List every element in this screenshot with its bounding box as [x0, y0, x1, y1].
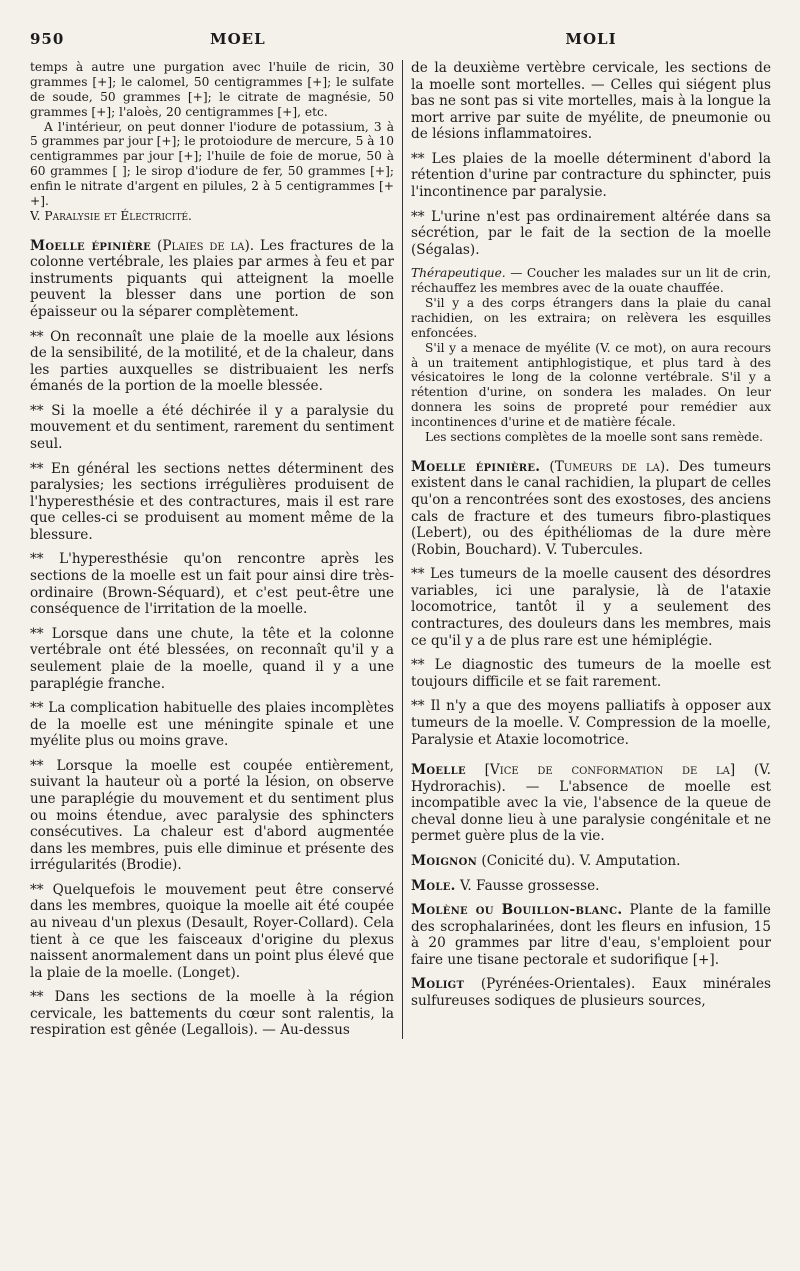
- headword: Molène ou Bouillon-blanc.: [411, 902, 623, 919]
- paragraph: ** Lorsque la moelle est coupée entièrement, suivant la hauteur où a porté la lésion, on observe une paraplégie du mouvement et du sentiment plus ou moins étendue, avec paralysie des sphincters consécutives. La chaleur est d'abord augmentée dans les membres, puis elle diminue et présente des irrégularités (Brodie).: [30, 757, 394, 874]
- entry-mole: [411, 878, 771, 895]
- paragraph: ** Dans les sections de la moelle à la région cervicale, les battements du cœur sont ralentis, la respiration est gênée (Legallois). — Au-dessus: [30, 989, 394, 1039]
- headword: Moelle: [411, 762, 466, 779]
- paragraph: ** Si la moelle a été déchirée il y a paralysie du mouvement et du sentiment, rarement du sentiment seul.: [30, 402, 394, 452]
- entry-text: — Coucher les malades sur un lit de crin, réchauffez les membres avec de la ouate chauffée.: [411, 266, 771, 296]
- paragraph: ** Les plaies de la moelle déterminent d'abord la rétention d'urine par contracture du sphincter, puis l'incontinence par paralysie.: [411, 150, 771, 201]
- therapeutics-paragraph: [411, 266, 771, 296]
- paragraph: S'il y a menace de myélite (V. ce mot), on aura recours à un traitement antiphlogistique, et plus tard à des vésicatoires le long de la colonne vertébrale. S'il y a rétention d'urine, on sondera les malades. On leur donnera les soins de propreté pour remédier aux incontinences d'urine et de matière fécale.: [411, 340, 771, 430]
- paragraph: temps à autre une purgation avec l'huile de ricin, 30 grammes [+]; le calomel, 50 centigrammes [+]; le sulfate de soude, 50 grammes [+]; le citrate de magnésie, 50 grammes [+]; l'aloès, 20 centigrammes [+], etc.: [30, 60, 394, 119]
- headword-qualifier: (Tumeurs de la).: [549, 458, 670, 475]
- headword: Moelle épinière: [30, 237, 152, 254]
- page-number: 950: [30, 30, 65, 48]
- entry-moignon: [411, 853, 771, 870]
- left-guide-word: MOEL: [210, 30, 266, 48]
- paragraph: de la deuxième vertèbre cervicale, les sections de la moelle sont mortelles. — Celles qui siégent plus bas ne sont pas si vite mortelles, mais à la longue la mort arrive par suite de myélite, de pneumonie ou de lésions inflammatoires.: [411, 60, 771, 143]
- entry-text: (Conicité du). V. Amputation.: [477, 853, 681, 869]
- entry-text: Les fractures de la colonne vertébrale, les plaies par armes à feu et par instruments piquants qui atteignent la moelle peuvent la blesser dans une portion de son épaisseur ou la séparer complètement.: [30, 237, 394, 320]
- paragraph: ** L'hyperesthésie qu'on rencontre après les sections de la moelle est un fait pour ainsi dire très-ordinaire (Brown-Séquard), et c'est peut-être une conséquence de l'irritation de la moelle.: [30, 551, 394, 618]
- running-header: [30, 30, 778, 56]
- entry-text: (Pyrénées-Orientales). Eaux minérales sulfureuses sodiques de plusieurs sources,: [411, 976, 771, 1010]
- paragraph: ** L'urine n'est pas ordinairement altérée dans sa sécrétion, par le fait de la section de la moelle (Ségalas).: [411, 208, 771, 258]
- headword-qualifier: (Plaies de la).: [157, 237, 255, 254]
- paragraph: ** Lorsque dans une chute, la tête et la colonne vertébrale ont été blessées, on reconnaît qu'il y a seulement plaie de la moelle, quand il y a une paraplégie franche.: [30, 625, 394, 692]
- headword: Moelle épinière.: [411, 458, 541, 475]
- entry-text: Des tumeurs existent dans le canal rachidien, la plupart de celles qu'on a rencontrées sont des exostoses, des anciens cals de fracture et des tumeurs fibro-plastiques (Lebert), ou des épithéliomas de la dure mère (Robin, Bouchard). V. Tubercules.: [411, 458, 771, 558]
- paragraph: ** Le diagnostic des tumeurs de la moelle est toujours difficile et se fait rarement.: [411, 657, 771, 690]
- cross-reference: V. Paralysie et Électricité.: [30, 208, 192, 223]
- headword: Mole.: [411, 877, 456, 894]
- paragraph: A l'intérieur, on peut donner l'iodure de potassium, 3 à 5 grammes par jour [+]; le protoiodure de mercure, 5 à 10 centigrammes par jour [+]; l'huile de foie de morue, 50 à 60 grammes [ ]; le sirop d'iodure de fer, 50 grammes [+]; enfin le nitrate d'argent en pilules, 2 à 5 centigrammes [+ +].: [30, 119, 394, 208]
- paragraph: S'il y a des corps étrangers dans la plaie du canal rachidien, on les extraira; on relèvera les esquilles enfoncées.: [411, 296, 771, 340]
- entry-text: Plante de la famille des scrophalarinées, dont les fleurs en infusion, 15 à 20 grammes par litre d'eau, s'emploient pour faire une tisane pectorale et sudorifique [+].: [411, 902, 771, 968]
- entry-moelle-tumeurs: [411, 459, 771, 558]
- entry-moelle-vice: [411, 762, 771, 845]
- entry-text: (V. Hydrorachis). — L'absence de moelle est incompatible avec la vie, l'absence de la queue de cheval donne lieu à une paralysie congénitale et ne permet guère plus de la vie.: [411, 762, 771, 845]
- paragraph: ** La complication habituelle des plaies incomplètes de la moelle est une méningite spinale et une myélite plus ou moins grave.: [30, 700, 394, 750]
- paragraph: ** On reconnaît une plaie de la moelle aux lésions de la sensibilité, de la motilité, et de la chaleur, dans les parties auxquelles se distribuaient les nerfs émanés de la portion de la moelle blessée.: [30, 328, 394, 395]
- paragraph: Les sections complètes de la moelle sont sans remède.: [425, 429, 764, 444]
- two-column-body: [30, 60, 778, 1039]
- entry-molene: [411, 902, 771, 968]
- right-column: [403, 60, 771, 1039]
- paragraph: ** Les tumeurs de la moelle causent des désordres variables, ici une paralysie, là de l'ataxie locomotrice, tantôt il y a seulement des contractures, des douleurs dans les membres, mais ce qu'il y a de plus rare est une hémiplégie.: [411, 566, 771, 649]
- entry-moligt: [411, 976, 771, 1009]
- entry-moelle-plaies: [30, 238, 394, 321]
- headword: Moligt: [411, 976, 465, 993]
- entry-text: V. Fausse grossesse.: [455, 877, 600, 894]
- headword: Moignon: [411, 853, 478, 869]
- paragraph: ** Quelquefois le mouvement peut être conservé dans les membres, quoique la moelle ait été coupée au niveau d'un plexus (Desault, Royer-Collard). Cela tient à ce que les faisceaux d'origine du plexus naissent anormalement dans un point plus élevé que la plaie de la moelle. (Longet).: [30, 881, 394, 981]
- left-column: [30, 60, 402, 1039]
- paragraph: ** En général les sections nettes déterminent des paralysies; les sections irrégulières produisent de l'hyperesthésie et des contractures, mais il est rare que celles-ci se produisent au moment même de la blessure.: [30, 460, 394, 543]
- paragraph: ** Il n'y a que des moyens palliatifs à opposer aux tumeurs de la moelle. V. Compression de la moelle, Paralysie et Ataxie locomotrice.: [411, 698, 771, 748]
- right-guide-word: MOLI: [565, 30, 617, 48]
- section-label: Thérapeutique.: [411, 266, 506, 281]
- headword-qualifier: [Vice de conformation de la]: [484, 762, 736, 779]
